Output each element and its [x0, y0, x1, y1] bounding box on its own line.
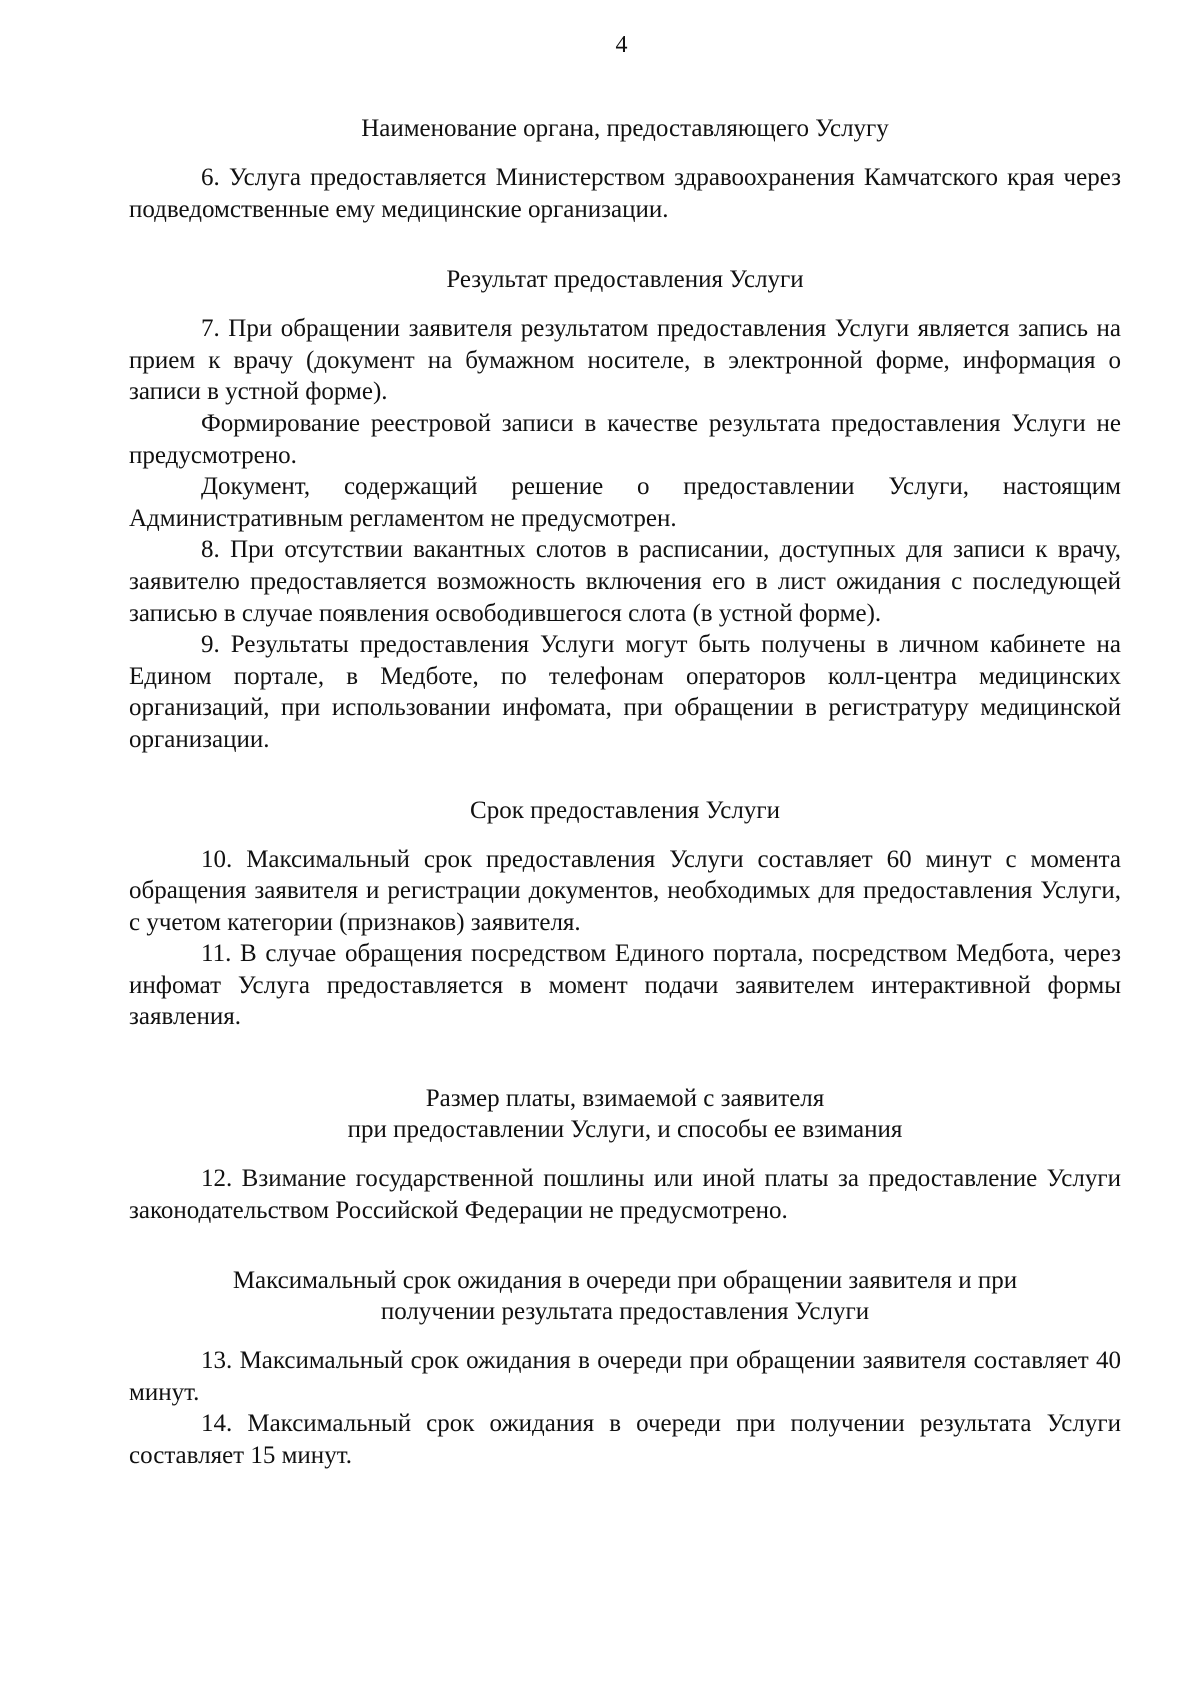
paragraph-7: 7. При обращении заявителя результатом предоставления Услуги является запись на прием к врачу (документ на бумажном носителе, в электронной форме, информация о записи в устной форме).	[129, 315, 1121, 406]
paragraph-11: 11. В случае обращения посредством Единого портала, посредством Медбота, через инфомат Услуга предоставляется в момент подачи заявителем интерактивной формы заявления.	[129, 940, 1121, 1031]
paragraph-6: 6. Услуга предоставляется Министерством здравоохранения Камчатского края через подведомственные ему медицинские организации.	[129, 164, 1121, 223]
paragraph-7-registry: Формирование реестровой записи в качестве результата предоставления Услуги не предусмотрено.	[129, 409, 1121, 469]
paragraph-10: 10. Максимальный срок предоставления Услуги составляет 60 минут с момента обращения заявителя и регистрации документов, необходимых для предоставления Услуги, с учетом категории (признаков) заявителя.	[129, 845, 1121, 936]
section-heading-fee-line1: Размер платы, взимаемой с заявителя	[425, 1085, 825, 1113]
section-heading-term: Срок предоставления Услуги	[470, 796, 780, 824]
paragraph-12: 12. Взимание государственной пошлины или иной платы за предоставление Услуги законодательством Российской Федерации не предусмотрено.	[129, 1165, 1121, 1224]
section-heading-result: Результат предоставления Услуги	[446, 266, 804, 294]
paragraph-8: 8. При отсутствии вакантных слотов в расписании, доступных для записи к врачу, заявителю предоставляется возможность включения его в лист ожидания с последующей записью в случае появления освободившегося слота (в устной форме).	[129, 536, 1121, 627]
section-heading-fee-line2: при предоставлении Услуги, и способы ее взимания	[347, 1116, 903, 1144]
document-body	[129, 113, 1121, 1472]
paragraph-13: 13. Максимальный срок ожидания в очереди при обращении заявителя составляет 40 минут.	[129, 1347, 1121, 1406]
paragraph-7-document: Документ, содержащий решение о предоставлении Услуги, настоящим Административным регламентом не предусмотрен.	[129, 473, 1121, 532]
section-heading-queue-line1: Максимальный срок ожидания в очереди при обращении заявителя и при	[232, 1267, 1018, 1295]
page-number: 4	[615, 32, 628, 58]
section-heading-queue-line2: получении результата предоставления Услуги	[380, 1298, 870, 1326]
paragraph-9: 9. Результаты предоставления Услуги могут быть получены в личном кабинете на Едином портале, в Медботе, по телефонам операторов колл-центра медицинских организаций, при использовании инфомата, при обращении в регистратуру медицинской организации.	[129, 631, 1121, 753]
section-heading-authority: Наименование органа, предоставляющего Услугу	[361, 115, 889, 142]
paragraph-14: 14. Максимальный срок ожидания в очереди при получении результата Услуги составляет 15 минут.	[129, 1410, 1121, 1470]
